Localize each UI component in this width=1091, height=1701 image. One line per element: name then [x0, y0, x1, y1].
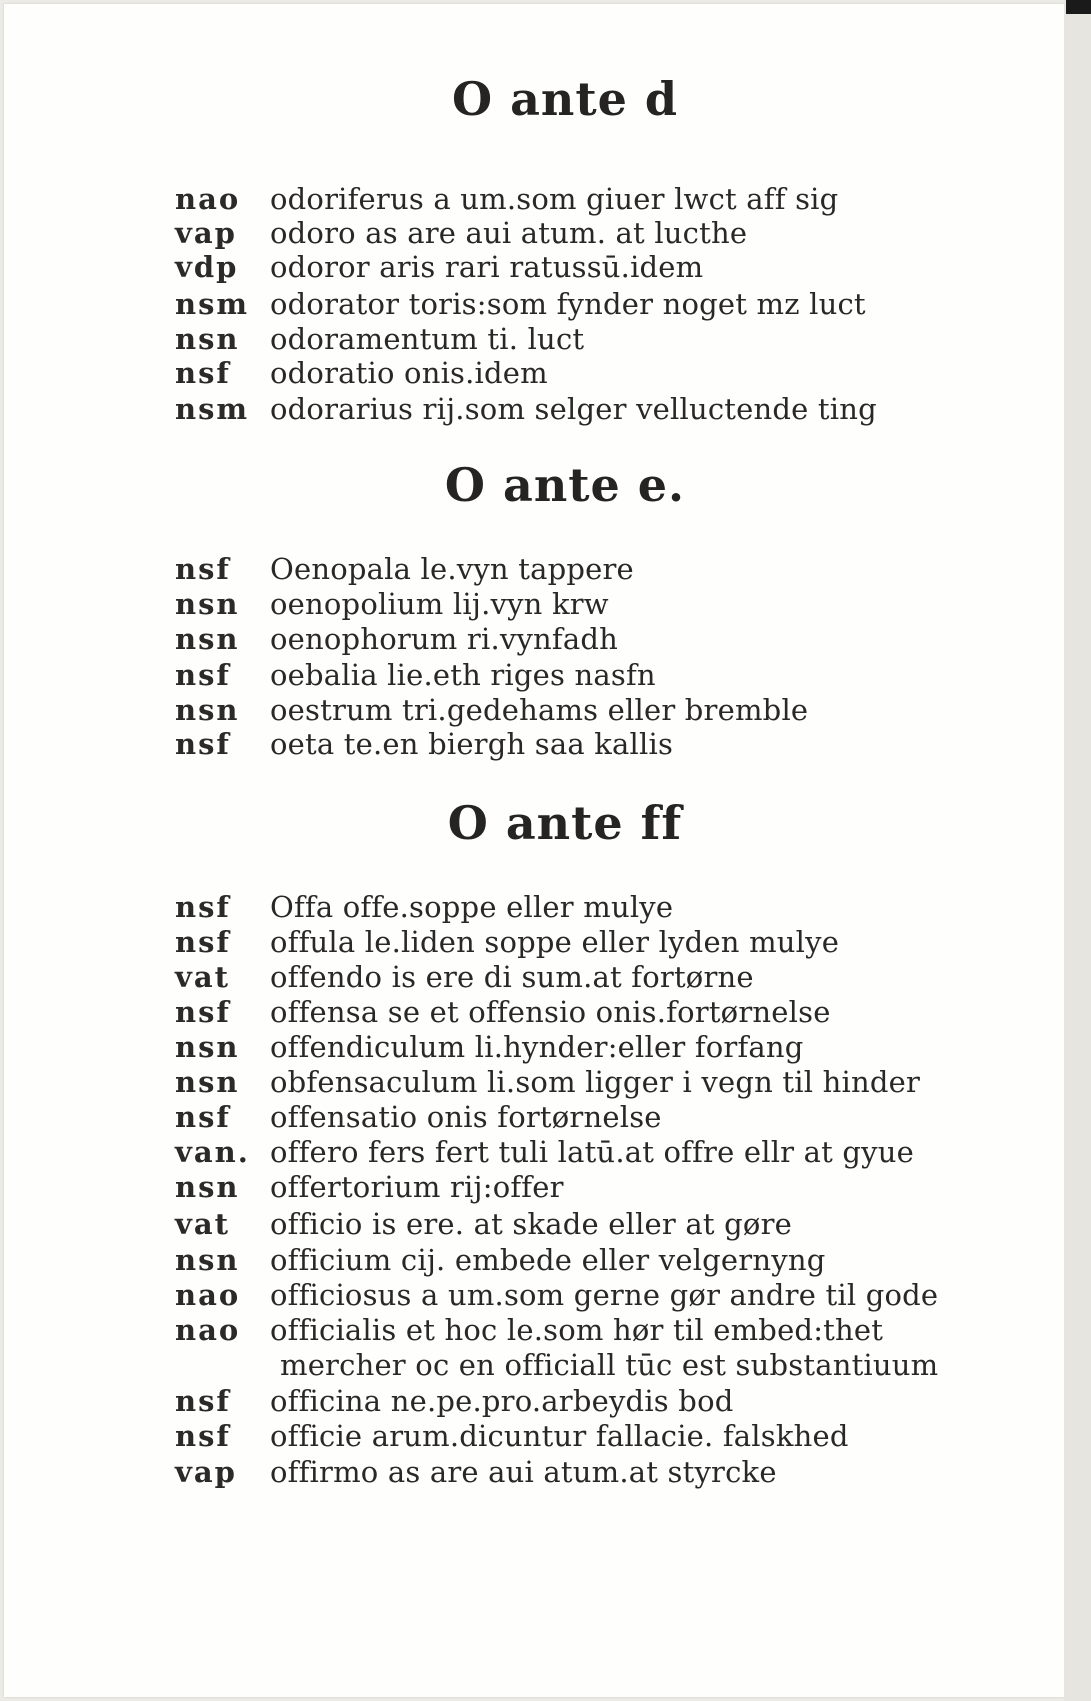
grammar-code: nsn: [175, 693, 240, 727]
entry-text: mercher oc en officiall tūc est substantiuum: [280, 1348, 939, 1382]
entry-text: offertorium rij:offer: [270, 1170, 564, 1204]
grammar-code: nsn: [175, 1030, 240, 1064]
section-heading-o-ante-ff: O ante ff: [447, 796, 683, 850]
dictionary-entry: [175, 1207, 792, 1241]
grammar-code: nsf: [175, 658, 231, 692]
grammar-code: nao: [175, 182, 241, 216]
grammar-code: nsf: [175, 356, 231, 390]
dictionary-entry: [175, 1384, 734, 1418]
grammar-code: vdp: [175, 250, 239, 284]
dictionary-entry: [175, 1100, 662, 1134]
grammar-code: nsn: [175, 622, 240, 656]
entry-text: oestrum tri.gedehams eller bremble: [270, 693, 809, 727]
dictionary-entry: [175, 1030, 804, 1064]
section-heading-o-ante-e: O ante e.: [444, 458, 686, 512]
dictionary-entry: [175, 1278, 938, 1312]
grammar-code: vap: [175, 216, 237, 250]
grammar-code: nsm: [175, 392, 250, 426]
entry-text: oeta te.en biergh saa kallis: [270, 727, 674, 761]
grammar-code: nsn: [175, 1065, 240, 1099]
entry-text: offensa se et offensio onis.fortørnelse: [270, 995, 831, 1029]
grammar-code: nsf: [175, 890, 231, 924]
entry-text: offendo is ere di sum.at fortørne: [270, 960, 754, 994]
dictionary-entry: [175, 1419, 849, 1453]
entry-text: Oenopala le.vyn tappere: [270, 552, 634, 586]
entry-text: obfensaculum li.som ligger i vegn til hinder: [270, 1065, 921, 1099]
entry-text: officina ne.pe.pro.arbeydis bod: [270, 1384, 734, 1418]
grammar-code: nsn: [175, 587, 240, 621]
dictionary-entry: [175, 1243, 825, 1277]
dictionary-entry: [175, 182, 838, 216]
grammar-code: nao: [175, 1313, 241, 1347]
entry-text: offula le.liden soppe eller lyden mulye: [270, 925, 840, 959]
grammar-code: nsf: [175, 1100, 231, 1134]
dictionary-entry: [175, 322, 584, 356]
entry-text: Offa offe.soppe eller mulye: [270, 890, 674, 924]
dictionary-entry: [175, 1313, 883, 1347]
entry-text: oenopolium lij.vyn krw: [270, 587, 609, 621]
grammar-code: nsn: [175, 1170, 240, 1204]
grammar-code: nsf: [175, 995, 231, 1029]
grammar-code: nsf: [175, 552, 231, 586]
dictionary-entry: [175, 925, 839, 959]
entry-text: offendiculum li.hynder:eller forfang: [270, 1030, 804, 1064]
entry-text: odorarius rij.som selger velluctende ting: [270, 392, 877, 426]
section-heading-o-ante-d: O ante d: [451, 72, 679, 126]
dictionary-entry: [175, 693, 808, 727]
dictionary-entry: [175, 216, 747, 250]
dictionary-entry: [175, 287, 866, 321]
grammar-code: van.: [175, 1135, 250, 1169]
entry-text: odoratio onis.idem: [270, 356, 548, 390]
entry-text: officialis et hoc le.som hør til embed:thet: [270, 1313, 884, 1347]
dictionary-entry: [175, 1455, 777, 1489]
dictionary-entry: [175, 890, 673, 924]
grammar-code: nsf: [175, 727, 231, 761]
grammar-code: vap: [175, 1455, 237, 1489]
scan-edge: [1064, 0, 1091, 1701]
entry-text: odoro as are aui atum. at lucthe: [270, 216, 748, 250]
grammar-code: nsf: [175, 1419, 231, 1453]
dictionary-entry: [175, 1135, 914, 1169]
entry-text: odorator toris:som fynder noget mz luct: [270, 287, 866, 321]
dictionary-entry: [175, 960, 754, 994]
dictionary-entry: [175, 392, 877, 426]
entry-text: odoriferus a um.som giuer lwct aff sig: [270, 182, 839, 216]
entry-text: offirmo as are aui atum.at styrcke: [270, 1455, 777, 1489]
entry-text: odoror aris rari ratussū.idem: [270, 250, 704, 284]
dictionary-entry: [175, 250, 703, 284]
dictionary-entry: [175, 1170, 564, 1204]
grammar-code: nsf: [175, 925, 231, 959]
dictionary-entry: [175, 727, 673, 761]
scan-edge-mark: [1066, 0, 1091, 14]
entry-text: offero fers fert tuli latū.at offre ellr at gyue: [270, 1135, 915, 1169]
dictionary-entry: [175, 622, 618, 656]
dictionary-entry: [175, 1065, 920, 1099]
grammar-code: nsm: [175, 287, 250, 321]
dictionary-entry-continuation: [175, 1348, 938, 1382]
grammar-code: vat: [175, 1207, 231, 1241]
entry-text: officium cij. embede eller velgernyng: [270, 1243, 826, 1277]
entry-text: officiosus a um.som gerne gør andre til gode: [270, 1278, 939, 1312]
grammar-code: nao: [175, 1278, 241, 1312]
dictionary-entry: [175, 658, 656, 692]
entry-text: officie arum.dicuntur fallacie. falskhed: [270, 1419, 849, 1453]
dictionary-entry: [175, 356, 548, 390]
grammar-code: nsf: [175, 1384, 231, 1418]
entry-text: oebalia lie.eth riges nasfn: [270, 658, 656, 692]
grammar-code: nsn: [175, 1243, 240, 1277]
entry-text: odoramentum ti. luct: [270, 322, 585, 356]
entry-text: officio is ere. at skade eller at gøre: [270, 1207, 793, 1241]
dictionary-entry: [175, 587, 609, 621]
entry-text: oenophorum ri.vynfadh: [270, 622, 618, 656]
grammar-code: vat: [175, 960, 231, 994]
entry-text: offensatio onis fortørnelse: [270, 1100, 662, 1134]
grammar-code: nsn: [175, 322, 240, 356]
dictionary-entry: [175, 552, 634, 586]
dictionary-entry: [175, 995, 831, 1029]
